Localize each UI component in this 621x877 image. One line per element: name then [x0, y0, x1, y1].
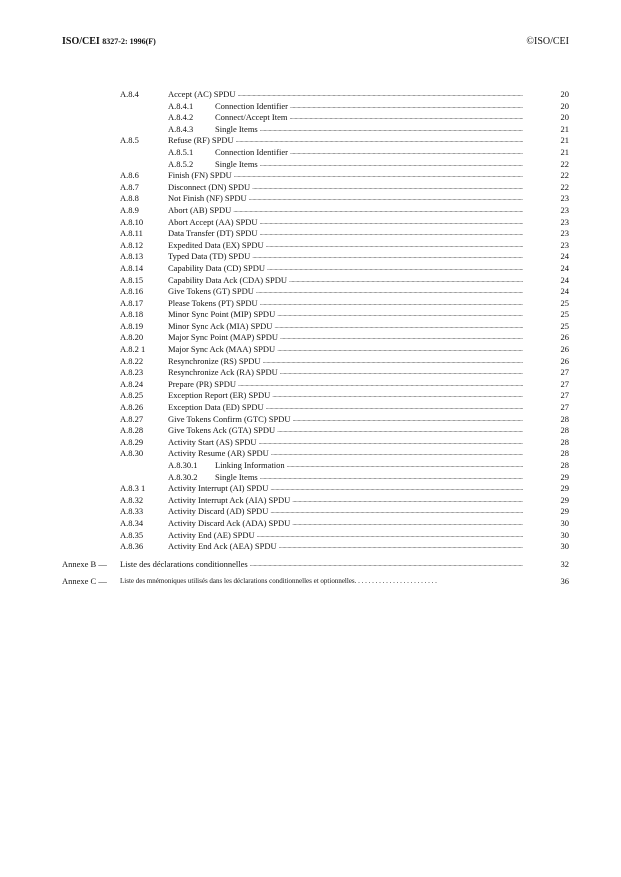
toc-leader-dots [263, 356, 523, 368]
toc-entry-title: Refuse (RF) SPDU [168, 135, 234, 146]
toc-leader-dots [289, 275, 523, 287]
toc-leader-dots [267, 263, 523, 275]
toc-entry-number: A.8.27 [120, 413, 144, 424]
toc-entry[interactable] [0, 495, 621, 507]
toc-entry-number: A.8.14 [120, 262, 144, 273]
toc-entry[interactable] [0, 390, 621, 402]
toc-entry-number: A.8.4.1 [168, 100, 194, 111]
toc-entry-number: A.8.34 [120, 517, 144, 528]
toc-entry-page: 30 [560, 517, 569, 528]
toc-entry-page: 30 [560, 541, 569, 552]
toc-entry-title: Minor Sync Ack (MIA) SPDU [168, 320, 273, 331]
toc-entry-title-line [168, 135, 523, 147]
toc-entry[interactable] [0, 506, 621, 518]
toc-entry-number: A.8.2 1 [120, 344, 146, 355]
toc-entry-title-line [215, 101, 523, 113]
toc-entry[interactable] [0, 263, 621, 275]
toc-entry-title-line [215, 472, 523, 484]
toc-entry-title: Single Items [215, 123, 258, 134]
toc-entry-number: A.8.7 [120, 181, 139, 192]
toc-leader-dots [259, 217, 523, 229]
toc-entry-page: 27 [560, 367, 569, 378]
toc-leader-dots [280, 332, 523, 344]
toc-entry[interactable] [0, 193, 621, 205]
toc-entry[interactable] [0, 483, 621, 495]
toc-entry-title-line [168, 182, 523, 194]
toc-entry[interactable] [0, 448, 621, 460]
toc-entry-title: Activity Interrupt Ack (AIA) SPDU [168, 494, 291, 505]
toc-entry-title-line [168, 541, 523, 553]
toc-leader-dots [260, 472, 523, 484]
toc-entry-title: Activity End Ack (AEA) SPDU [168, 541, 277, 552]
annex-label: Annexe B — [62, 558, 107, 569]
header-standard-number: 8327-2: 1996(F) [102, 37, 156, 46]
toc-entry[interactable] [0, 251, 621, 263]
toc-entry-title-line [168, 356, 523, 368]
toc-entry-title-line [168, 263, 523, 275]
toc-entry-title-line [168, 228, 523, 240]
toc-entry-number: A.8.5.1 [168, 146, 194, 157]
toc-entry[interactable] [0, 124, 621, 136]
toc-entry-title-line [215, 460, 523, 472]
toc-leader-dots [256, 286, 523, 298]
toc-entry-page: 27 [560, 378, 569, 389]
annex-title-line [120, 556, 523, 573]
annex-title: Liste des déclarations conditionnelles [120, 558, 248, 569]
toc-entry-page: 27 [560, 390, 569, 401]
toc-leader-dots [279, 541, 523, 553]
toc-entry[interactable] [0, 530, 621, 542]
toc-leader-dots [233, 205, 523, 217]
toc-entry-number: A.8.5.2 [168, 158, 194, 169]
toc-entry-title-line [168, 344, 523, 356]
toc-entry-number: A.8.32 [120, 494, 144, 505]
toc-leader-dots [252, 182, 523, 194]
toc-entry-title: Activity Discard (AD) SPDU [168, 506, 269, 517]
toc-entry-page: 25 [560, 320, 569, 331]
toc-entry-title: Abort Accept (AA) SPDU [168, 216, 258, 227]
toc-entry-title: Give Tokens Ack (GTA) SPDU [168, 425, 276, 436]
toc-entry-title-line [168, 240, 523, 252]
toc-entry-number: A.8.4 [120, 89, 139, 99]
toc-entry-number: A.8.35 [120, 529, 144, 540]
toc-entry[interactable] [0, 228, 621, 240]
toc-entry-number: A.8.29 [120, 436, 144, 447]
toc-entry-page: 27 [560, 402, 569, 413]
toc-entry-number: A.8.11 [120, 228, 143, 239]
toc-entry-title-line [215, 124, 523, 136]
toc-leader-dots [260, 159, 523, 171]
toc-entry[interactable] [0, 240, 621, 252]
header-standard-main: ISO/CEI [62, 36, 100, 47]
toc-entry-page: 22 [560, 170, 569, 181]
toc-entry-number: A.8.4.2 [168, 112, 194, 123]
toc-entry-number: A.8.24 [120, 378, 144, 389]
toc-entry-page: 24 [560, 251, 569, 262]
toc-entry-title: Abort (AB) SPDU [168, 204, 232, 215]
toc-entry-title: Minor Sync Point (MIP) SPDU [168, 309, 276, 320]
toc-entry-title: Capability Data (CD) SPDU [168, 262, 266, 273]
toc-leader-dots [290, 147, 523, 159]
toc-entry-title: Give Tokens (GT) SPDU [168, 286, 254, 297]
toc-entry-page: 29 [560, 483, 569, 494]
toc-entry[interactable] [0, 217, 621, 229]
toc-entry-page: 22 [560, 181, 569, 192]
toc-entry-title-line [168, 379, 523, 391]
toc-entry-page: 21 [560, 146, 569, 157]
toc-entry-page: 21 [560, 135, 569, 146]
toc-entry-title-line [215, 147, 523, 159]
annex-title-line [120, 573, 523, 590]
toc-leader-dots [290, 101, 523, 113]
toc-entry[interactable] [0, 205, 621, 217]
toc-entry-title-line [215, 159, 523, 171]
toc-entry-title: Typed Data (TD) SPDU [168, 251, 251, 262]
toc-entry-title-line [168, 193, 523, 205]
toc-entry[interactable] [0, 89, 621, 101]
toc-entry-page: 28 [560, 448, 569, 459]
toc-entry-title: Finish (FN) SPDU [168, 170, 232, 181]
toc-entry-title: Activity Start (AS) SPDU [168, 436, 257, 447]
toc-entry-title: Linking Information [215, 460, 285, 470]
toc-entry[interactable] [0, 159, 621, 171]
toc-entry-title: Connect/Accept Item [215, 112, 288, 123]
toc-entry-title: Activity Interrupt (AI) SPDU [168, 483, 269, 494]
toc-entry-title: Expedited Data (EX) SPDU [168, 239, 264, 250]
toc-leader-dots [257, 530, 523, 542]
toc-entry-page: 24 [560, 286, 569, 297]
toc-entry-number: A.8.22 [120, 355, 144, 366]
toc-entry-title-line [168, 483, 523, 495]
toc-entry-page: 21 [560, 123, 569, 134]
toc-entry-title-line [168, 275, 523, 287]
toc-leader-dots [277, 344, 523, 356]
toc-entry-number: A.8.15 [120, 274, 144, 285]
annex-entry[interactable] [0, 573, 621, 590]
toc-entry-title-line [168, 518, 523, 530]
toc-entry[interactable] [0, 170, 621, 182]
toc-leader-dots [292, 518, 523, 530]
toc-entry-title-line [215, 112, 523, 124]
toc-leader-dots [277, 309, 523, 321]
toc-leader-dots [238, 379, 523, 391]
toc-entry[interactable] [0, 101, 621, 113]
toc-entry-number: A.8.36 [120, 541, 144, 552]
toc-entry-page: 25 [560, 297, 569, 308]
toc-entry[interactable] [0, 112, 621, 124]
toc-entry-page: 29 [560, 471, 569, 482]
toc-leader-dots [266, 402, 523, 414]
header-standard-id [62, 36, 156, 47]
toc-entry-number: A.8.26 [120, 402, 144, 413]
toc-entry-page: 25 [560, 309, 569, 320]
toc-entry[interactable] [0, 437, 621, 449]
toc-entry-number: A.8.25 [120, 390, 144, 401]
toc-entry[interactable] [0, 541, 621, 553]
toc-leader-dots [270, 483, 523, 495]
toc-entry-page: 20 [560, 89, 569, 99]
toc-entry-title: Prepare (PR) SPDU [168, 378, 236, 389]
toc-entry[interactable] [0, 321, 621, 333]
toc-entry-title-line [168, 448, 523, 460]
toc-entry-number: A.8.8 [120, 193, 139, 204]
toc-entry-number: A.8.17 [120, 297, 144, 308]
toc-entry-title-line [168, 495, 523, 507]
toc-entry-number: A.8.9 [120, 204, 139, 215]
toc-entry-title-line [168, 437, 523, 449]
toc-leader-dots [234, 170, 523, 182]
toc-entry-page: 28 [560, 425, 569, 436]
toc-entry[interactable] [0, 332, 621, 344]
toc-entry-title: Activity Discard Ack (ADA) SPDU [168, 517, 291, 528]
toc-entry[interactable] [0, 414, 621, 426]
toc-leader-dots [266, 240, 523, 252]
toc-entry-title-line [168, 425, 523, 437]
toc-entry[interactable] [0, 286, 621, 298]
toc-leader-dots [259, 228, 523, 240]
toc-entry-title-line [168, 286, 523, 298]
toc-entry-title-line [168, 89, 523, 101]
toc-entry-title: Accept (AC) SPDU [168, 89, 236, 99]
toc-entry-number: A.8.20 [120, 332, 144, 343]
toc-leader-dots [272, 390, 523, 402]
toc-entry-page: 23 [560, 228, 569, 239]
toc-entry-page: 26 [560, 355, 569, 366]
toc-entry-number: A.8.33 [120, 506, 144, 517]
toc-entry-title-line [168, 402, 523, 414]
toc-entry-title: Activity End (AE) SPDU [168, 529, 255, 540]
toc-leader-dots [280, 367, 523, 379]
toc-entry-page: 20 [560, 112, 569, 123]
toc-entry-title: Capability Data Ack (CDA) SPDU [168, 274, 287, 285]
toc-entry-number: A.8.30 [120, 448, 144, 459]
annex-label: Annexe C — [62, 575, 107, 586]
toc-entry-page: 24 [560, 262, 569, 273]
toc-entry-title-line [168, 414, 523, 426]
toc-entry-title: Not Finish (NF) SPDU [168, 193, 247, 204]
toc-entry[interactable] [0, 402, 621, 414]
toc-entry[interactable] [0, 379, 621, 391]
annex-page: 36 [560, 575, 569, 586]
toc-entry-page: 29 [560, 494, 569, 505]
annex-entry[interactable] [0, 556, 621, 573]
toc-entry-title-line [168, 321, 523, 333]
toc-entry-page: 28 [560, 413, 569, 424]
toc-leader-dots [252, 251, 523, 263]
toc-leader-dots [236, 135, 523, 147]
toc-entry-page: 20 [560, 100, 569, 111]
toc-entry[interactable] [0, 275, 621, 287]
toc-leader-dots [238, 89, 523, 101]
toc-entry-page: 30 [560, 529, 569, 540]
toc-entry-title: Please Tokens (PT) SPDU [168, 297, 258, 308]
toc-leader-dots [271, 448, 523, 460]
toc-entry-number: A.8.6 [120, 170, 139, 181]
toc-entry-title: Resynchronize (RS) SPDU [168, 355, 261, 366]
toc-leader-dots [270, 506, 523, 518]
toc-entry-number: A.8.13 [120, 251, 144, 262]
toc-entry[interactable] [0, 460, 621, 472]
toc-entry-title-line [168, 309, 523, 321]
toc-entry-title: Connection Identifier [215, 100, 288, 111]
page-header [62, 36, 569, 50]
toc-entry-number: A.8.28 [120, 425, 144, 436]
toc-entry-title: Major Sync Point (MAP) SPDU [168, 332, 279, 343]
toc-entry-page: 28 [560, 460, 569, 470]
toc-entry[interactable] [0, 344, 621, 356]
toc-entry-page: 28 [560, 436, 569, 447]
toc-entry[interactable] [0, 135, 621, 147]
toc-entry-number: A.8.12 [120, 239, 144, 250]
toc-leader-dots [260, 124, 523, 136]
toc-entry-number: A.8.23 [120, 367, 144, 378]
toc-entry[interactable] [0, 518, 621, 530]
toc-entry-page: 26 [560, 332, 569, 343]
toc-entry-number: A.8.19 [120, 320, 144, 331]
toc-entry-title: Single Items [215, 471, 258, 482]
toc-leader-dots [287, 460, 523, 472]
toc-entry-title: Exception Data (ED) SPDU [168, 402, 264, 413]
toc-entry-title-line [168, 298, 523, 310]
toc-entry-title: Data Transfer (DT) SPDU [168, 228, 258, 239]
toc-entry[interactable] [0, 367, 621, 379]
toc-entry-title-line [168, 332, 523, 344]
toc-entry-title: Single Items [215, 158, 258, 169]
toc-entry-page: 24 [560, 274, 569, 285]
toc-entry-title-line [168, 251, 523, 263]
annex-title: Liste des mnémoniques utilisés dans les déclarations conditionnelles et optionnelles. . . . . . . . . . . . . . . . . . . . . . . . [120, 576, 437, 585]
toc-entry-page: 23 [560, 239, 569, 250]
header-copyright: ©ISO/CEI [526, 36, 569, 47]
toc-entry-number: A.8.30.2 [168, 471, 198, 482]
toc-entry[interactable] [0, 356, 621, 368]
toc-leader-dots [249, 193, 523, 205]
toc-entry[interactable] [0, 425, 621, 437]
toc-entry-number: A.8.16 [120, 286, 144, 297]
toc-entry-title: Disconnect (DN) SPDU [168, 181, 251, 192]
toc-entry[interactable] [0, 309, 621, 321]
toc-entry-title-line [168, 170, 523, 182]
toc-entry-title-line [168, 530, 523, 542]
toc-entry[interactable] [0, 472, 621, 484]
toc-leader-dots [259, 437, 523, 449]
toc-entry-number: A.8.3 1 [120, 483, 146, 494]
toc-entry-title: Connection Identifier [215, 146, 288, 157]
toc-entry-page: 22 [560, 158, 569, 169]
toc-entry-number: A.8.10 [120, 216, 144, 227]
toc-entry-number: A.8.4.3 [168, 123, 194, 134]
annex-page: 32 [560, 558, 569, 569]
toc-leader-dots [292, 495, 523, 507]
toc-entry-title-line [168, 205, 523, 217]
toc-entry-page: 29 [560, 506, 569, 517]
toc-entry-title: Major Sync Ack (MAA) SPDU [168, 344, 276, 355]
toc-leader-dots [277, 425, 523, 437]
toc-entry-page: 23 [560, 216, 569, 227]
toc-entry-number: A.8.30.1 [168, 460, 198, 470]
toc-leader-dots [289, 112, 523, 124]
toc-entry-title: Give Tokens Confirm (GTC) SPDU [168, 413, 291, 424]
toc-entry-title: Exception Report (ER) SPDU [168, 390, 271, 401]
toc-entry-page: 23 [560, 193, 569, 204]
toc-entry-title-line [168, 217, 523, 229]
toc-leader-dots [293, 414, 524, 426]
toc-entry[interactable] [0, 298, 621, 310]
toc-entry-number: A.8.5 [120, 135, 139, 146]
toc-entry-title: Resynchronize Ack (RA) SPDU [168, 367, 278, 378]
annex-leader-dots [250, 556, 523, 573]
toc-entry-title-line [168, 506, 523, 518]
toc-entry-page: 26 [560, 344, 569, 355]
toc-entry-page: 23 [560, 204, 569, 215]
toc-entry-title-line [168, 390, 523, 402]
table-of-contents [0, 89, 621, 590]
toc-entry[interactable] [0, 182, 621, 194]
toc-entry-title: Activity Resume (AR) SPDU [168, 448, 269, 459]
toc-entry-number: A.8.18 [120, 309, 144, 320]
toc-leader-dots [274, 321, 523, 333]
toc-leader-dots [260, 298, 523, 310]
toc-entry-title-line [168, 367, 523, 379]
toc-entry[interactable] [0, 147, 621, 159]
